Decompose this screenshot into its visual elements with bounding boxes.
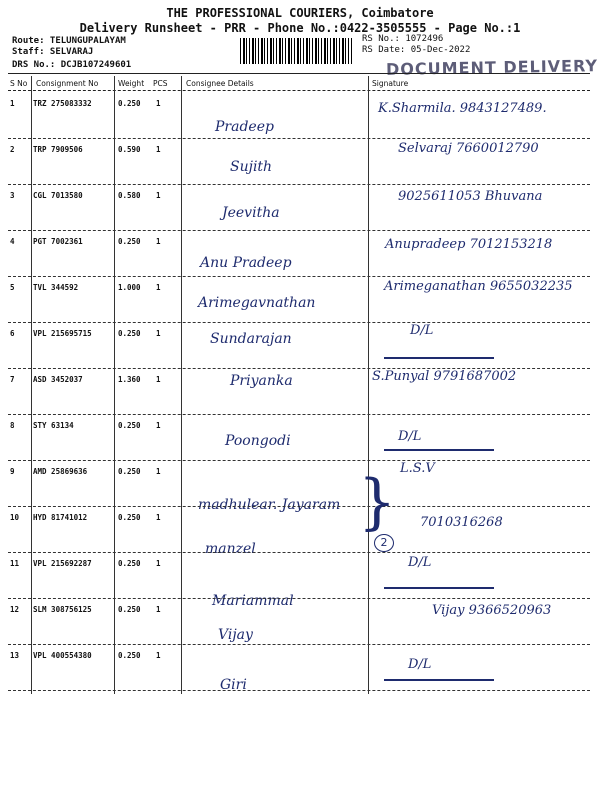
weight: 0.250: [118, 651, 141, 660]
rs-date: RS Date: 05-Dec-2022: [362, 45, 471, 55]
table-row: [8, 277, 590, 323]
signature-stroke: [384, 679, 494, 681]
serial-number: 3: [10, 191, 15, 200]
table-row: [8, 553, 590, 609]
weight: 0.250: [118, 421, 141, 430]
header-rule: [8, 90, 590, 91]
weight: 0.250: [118, 99, 141, 108]
consignee-name: Arimegavnathan: [198, 295, 316, 311]
circled-count: 2: [374, 534, 394, 552]
signature: 9025611053 Bhuvana: [398, 189, 543, 204]
consignee-name: Jeevitha: [222, 205, 280, 221]
document-delivery-stamp: DOCUMENT DELIVERY: [385, 56, 599, 79]
top-rule: [8, 73, 590, 74]
pieces: 1: [156, 237, 161, 246]
pieces: 1: [156, 375, 161, 384]
consignment-number: VPL 215692287: [33, 559, 92, 568]
serial-number: 4: [10, 237, 15, 246]
weight: 0.250: [118, 559, 141, 568]
col-pcs: PCS: [153, 79, 168, 88]
weight: 0.590: [118, 145, 141, 154]
col-signature: Signature: [372, 79, 409, 88]
consignee-name: Giri: [220, 677, 247, 693]
consignee-name: Mariammal: [212, 593, 294, 609]
pieces: 1: [156, 191, 161, 200]
signature: D/L: [398, 429, 422, 444]
consignment-number: PGT 7002361: [33, 237, 83, 246]
row-separator: [8, 690, 590, 691]
signature: D/L: [408, 657, 432, 672]
serial-number: 11: [10, 559, 20, 568]
table-row: [8, 231, 590, 277]
route: Route: TELUNGUPALAYAM: [12, 36, 126, 46]
weight: 0.250: [118, 467, 141, 476]
consignment-number: TVL 344592: [33, 283, 79, 292]
signature: Arimeganathan 9655032235: [384, 279, 573, 294]
rs-number: RS No.: 1072496: [362, 34, 444, 44]
consignee-name: Sujith: [230, 159, 273, 175]
signature: Anupradeep 7012153218: [385, 237, 553, 252]
consignee-name: Anu Pradeep: [200, 255, 292, 271]
serial-number: 7: [10, 375, 15, 384]
col-weight: Weight: [118, 79, 145, 88]
weight: 0.250: [118, 513, 141, 522]
weight: 1.360: [118, 375, 141, 384]
col-consignee: Consignee Details: [186, 79, 254, 88]
serial-number: 13: [10, 651, 20, 660]
consignment-number: TRZ 275083332: [33, 99, 92, 108]
consignment-number: STY 63134: [33, 421, 74, 430]
company-title: THE PROFESSIONAL COURIERS, Coimbatore: [166, 6, 434, 20]
pieces: 1: [156, 329, 161, 338]
weight: 0.580: [118, 191, 141, 200]
pieces: 1: [156, 651, 161, 660]
serial-number: 10: [10, 513, 20, 522]
signature: S.Punyal 9791687002: [372, 369, 517, 384]
serial-number: 5: [10, 283, 15, 292]
signature-stroke: [384, 357, 494, 359]
consignee-name: Pradeep: [215, 119, 274, 135]
grouping-brace: }: [358, 467, 397, 537]
staff: Staff: SELVARAJ: [12, 47, 94, 57]
consignment-number: VPL 215695715: [33, 329, 92, 338]
signature-stroke: [384, 587, 494, 589]
table-row: [8, 185, 590, 231]
consignment-number: TRP 7909506: [33, 145, 83, 154]
serial-number: 6: [10, 329, 15, 338]
table-row: [8, 93, 590, 139]
signature: D/L: [410, 323, 434, 338]
consignee-name: manzel: [205, 541, 256, 557]
consignee-name: madhulear. Jayaram: [198, 497, 341, 513]
weight: 0.250: [118, 237, 141, 246]
pieces: 1: [156, 421, 161, 430]
consignment-number: SLM 308756125: [33, 605, 92, 614]
pieces: 1: [156, 145, 161, 154]
pieces: 1: [156, 559, 161, 568]
serial-number: 12: [10, 605, 20, 614]
table-row: [8, 461, 590, 513]
weight: 0.250: [118, 329, 141, 338]
table-row: [8, 369, 590, 415]
consignee-name: Priyanka: [230, 373, 293, 389]
consignee-name: Vijay: [218, 627, 253, 643]
signature: 7010316268: [420, 515, 503, 530]
pieces: 1: [156, 513, 161, 522]
serial-number: 1: [10, 99, 15, 108]
runsheet-subtitle: Delivery Runsheet - PRR - Phone No.:0422-3505555 - Page No.:1: [79, 21, 521, 35]
table-row: [8, 507, 590, 557]
col-consignment: Consignment No: [36, 79, 99, 88]
signature-stroke: [384, 449, 494, 451]
consignment-number: VPL 400554380: [33, 651, 92, 660]
serial-number: 8: [10, 421, 15, 430]
consignment-number: ASD 3452037: [33, 375, 83, 384]
table-row: [8, 599, 590, 645]
consignee-name: Poongodi: [225, 433, 291, 449]
pieces: 1: [156, 283, 161, 292]
serial-number: 2: [10, 145, 15, 154]
pieces: 1: [156, 605, 161, 614]
weight: 0.250: [118, 605, 141, 614]
weight: 1.000: [118, 283, 141, 292]
table-row: [8, 323, 590, 369]
consignment-number: CGL 7013580: [33, 191, 83, 200]
table-row: [8, 139, 590, 185]
consignment-number: HYD 81741012: [33, 513, 88, 522]
signature: D/L: [408, 555, 432, 570]
barcode: [240, 38, 352, 64]
signature: Vijay 9366520963: [432, 603, 552, 618]
col-sno: S No: [10, 79, 28, 88]
signature: Selvaraj 7660012790: [398, 141, 539, 156]
table-row: [8, 645, 590, 691]
serial-number: 9: [10, 467, 15, 476]
pieces: 1: [156, 99, 161, 108]
drs-number: DRS No.: DCJB107249601: [12, 60, 132, 70]
signature: L.S.V: [400, 461, 435, 476]
consignment-number: AMD 25869636: [33, 467, 88, 476]
pieces: 1: [156, 467, 161, 476]
signature: K.Sharmila. 9843127489.: [378, 101, 547, 116]
table-row: [8, 415, 590, 461]
consignee-name: Sundarajan: [210, 331, 292, 347]
